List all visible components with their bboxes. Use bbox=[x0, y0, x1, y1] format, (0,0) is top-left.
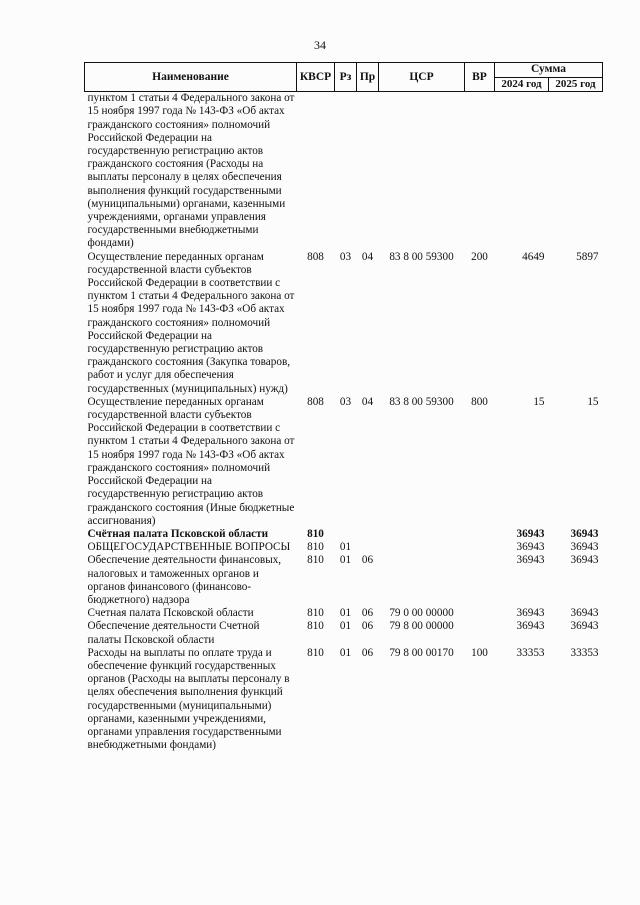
row-kvsr: 810 bbox=[307, 607, 324, 620]
row-name: Счетная палата Псковской области bbox=[87, 607, 254, 620]
row-pr bbox=[357, 92, 379, 251]
row-kvsr: 810 bbox=[307, 527, 324, 540]
row-rz: 01 bbox=[339, 620, 352, 633]
row-sum-2025: 36943 bbox=[570, 607, 599, 620]
row-sum-2025: 33353 bbox=[570, 646, 599, 659]
row-csr bbox=[379, 541, 465, 554]
row-pr bbox=[357, 528, 379, 541]
row-sum-2025: 15 bbox=[587, 395, 599, 408]
row-rz: 03 bbox=[339, 250, 352, 263]
row-vr bbox=[465, 541, 495, 554]
row-sum-2024: 15 bbox=[533, 395, 545, 408]
row-sum-2024: 36943 bbox=[516, 607, 545, 620]
row-sum-2025: 36943 bbox=[570, 541, 599, 554]
header-csr: ЦСР bbox=[379, 63, 465, 92]
row-sum-2025: 36943 bbox=[570, 527, 599, 540]
table-row bbox=[85, 92, 603, 251]
row-sum-2025: 36943 bbox=[570, 554, 599, 567]
row-csr: 79 0 00 00000 bbox=[389, 607, 454, 620]
header-rz: Рз bbox=[335, 63, 357, 92]
page-number: 34 bbox=[314, 38, 326, 52]
table-row bbox=[85, 620, 603, 646]
row-pr: 06 bbox=[361, 646, 374, 659]
row-vr bbox=[465, 92, 495, 251]
table-body bbox=[85, 92, 603, 753]
row-kvsr: 810 bbox=[307, 541, 324, 554]
row-pr: 04 bbox=[361, 395, 374, 408]
table-row bbox=[85, 528, 603, 541]
row-rz: 01 bbox=[339, 541, 352, 554]
row-name: Обеспечение деятельности Счетной палаты Псковской области bbox=[87, 620, 260, 646]
row-kvsr: 810 bbox=[307, 646, 324, 659]
row-vr bbox=[465, 528, 495, 541]
row-csr: 83 8 00 59300 bbox=[389, 395, 454, 408]
row-csr bbox=[379, 528, 465, 541]
row-sum-2024: 36943 bbox=[516, 554, 545, 567]
row-vr: 200 bbox=[471, 250, 488, 263]
row-vr: 100 bbox=[471, 646, 488, 659]
row-sum-2024: 36943 bbox=[516, 620, 545, 633]
row-sum-2024: 36943 bbox=[516, 527, 545, 540]
table-row bbox=[85, 647, 603, 753]
table-row bbox=[85, 251, 603, 396]
header-year-2025: 2025 год bbox=[549, 78, 603, 92]
row-pr: 04 bbox=[361, 250, 374, 263]
row-pr bbox=[357, 541, 379, 554]
row-pr: 06 bbox=[361, 607, 374, 620]
row-kvsr: 810 bbox=[307, 554, 324, 567]
row-rz: 01 bbox=[339, 646, 352, 659]
row-rz: 03 bbox=[339, 395, 352, 408]
header-sum: Сумма bbox=[495, 63, 603, 78]
row-vr bbox=[465, 554, 495, 607]
row-name: Осуществление переданных органам государственной власти субъектов Российской Федерации в соответствии с пунктом 1 статьи 4 Федерального закона от 15 ноября 1997 года № 143-ФЗ «Об актах гражданского состояния» полномочий Российской Федерации на государственную регистрацию актов гражданского состояния (Закупка товаров, работ и услуг для обеспечения государственных (муниципальных) нужд) bbox=[87, 250, 295, 395]
header-pr: Пр bbox=[357, 63, 379, 92]
row-csr bbox=[379, 92, 465, 251]
table-row bbox=[85, 607, 603, 620]
row-sum-2025: 5897 bbox=[576, 250, 599, 263]
row-rz: 01 bbox=[339, 554, 352, 567]
table-row bbox=[85, 554, 603, 607]
row-pr: 06 bbox=[361, 620, 374, 633]
header-name: Наименование bbox=[85, 63, 297, 92]
row-sum-2024 bbox=[495, 92, 549, 251]
row-sum-2024: 4649 bbox=[522, 250, 545, 263]
row-sum-2024: 33353 bbox=[516, 646, 545, 659]
row-name: ОБЩЕГОСУДАРСТВЕННЫЕ ВОПРОСЫ bbox=[87, 541, 291, 554]
row-rz bbox=[335, 528, 357, 541]
row-sum-2025: 36943 bbox=[570, 620, 599, 633]
row-pr: 06 bbox=[361, 554, 374, 567]
row-name: Счётная палата Псковской области bbox=[87, 527, 269, 540]
budget-table bbox=[84, 62, 603, 752]
header-year-2024: 2024 год bbox=[495, 78, 549, 92]
table-row bbox=[85, 396, 603, 528]
row-vr: 800 bbox=[471, 395, 488, 408]
row-name: пунктом 1 статьи 4 Федерального закона от 15 ноября 1997 года № 143-ФЗ «Об актах гражданского состояния» полномочий Российской Федерации на государственную регистрацию актов гражданского состояния (Расходы на выплаты персоналу в целях обеспечения выполнения функций государственными (муниципальными) органами, казенными учреждениями, органами управления государственными внебюджетными фондами) bbox=[87, 92, 295, 250]
row-rz: 01 bbox=[339, 607, 352, 620]
row-kvsr: 808 bbox=[307, 250, 324, 263]
header-vr: ВР bbox=[465, 63, 495, 92]
row-name: Расходы на выплаты по оплате труда и обеспечение функций государственных органов (Расходы на выплаты персоналу в целях обеспечения выполнения функций государственными (муниципальными) органами, казенными учреждениями, органами управления государственными внебюджетными фондами) bbox=[87, 646, 290, 752]
row-kvsr: 808 bbox=[307, 395, 324, 408]
table-header bbox=[85, 63, 603, 92]
row-kvsr: 810 bbox=[307, 620, 324, 633]
row-name: Обеспечение деятельности финансовых, налоговых и таможенных органов и органов финансового (финансово-бюджетного) надзора bbox=[87, 554, 282, 606]
row-csr: 79 8 00 00000 bbox=[389, 620, 454, 633]
row-csr: 79 8 00 00170 bbox=[389, 646, 454, 659]
row-rz bbox=[335, 92, 357, 251]
row-sum-2024: 36943 bbox=[516, 541, 545, 554]
header-kvsr: КВСР bbox=[297, 63, 335, 92]
row-csr bbox=[379, 554, 465, 607]
table-row bbox=[85, 541, 603, 554]
row-sum-2025 bbox=[549, 92, 603, 251]
row-name: Осуществление переданных органам государственной власти субъектов Российской Федерации в соответствии с пунктом 1 статьи 4 Федерального закона от 15 ноября 1997 года № 143-ФЗ «Об актах гражданского состояния» полномочий Российской Федерации на государственную регистрацию актов гражданского состояния (Иные бюджетные ассигнования) bbox=[87, 395, 295, 527]
row-vr bbox=[465, 607, 495, 620]
row-csr: 83 8 00 59300 bbox=[389, 250, 454, 263]
row-vr bbox=[465, 620, 495, 646]
row-kvsr bbox=[297, 92, 335, 251]
